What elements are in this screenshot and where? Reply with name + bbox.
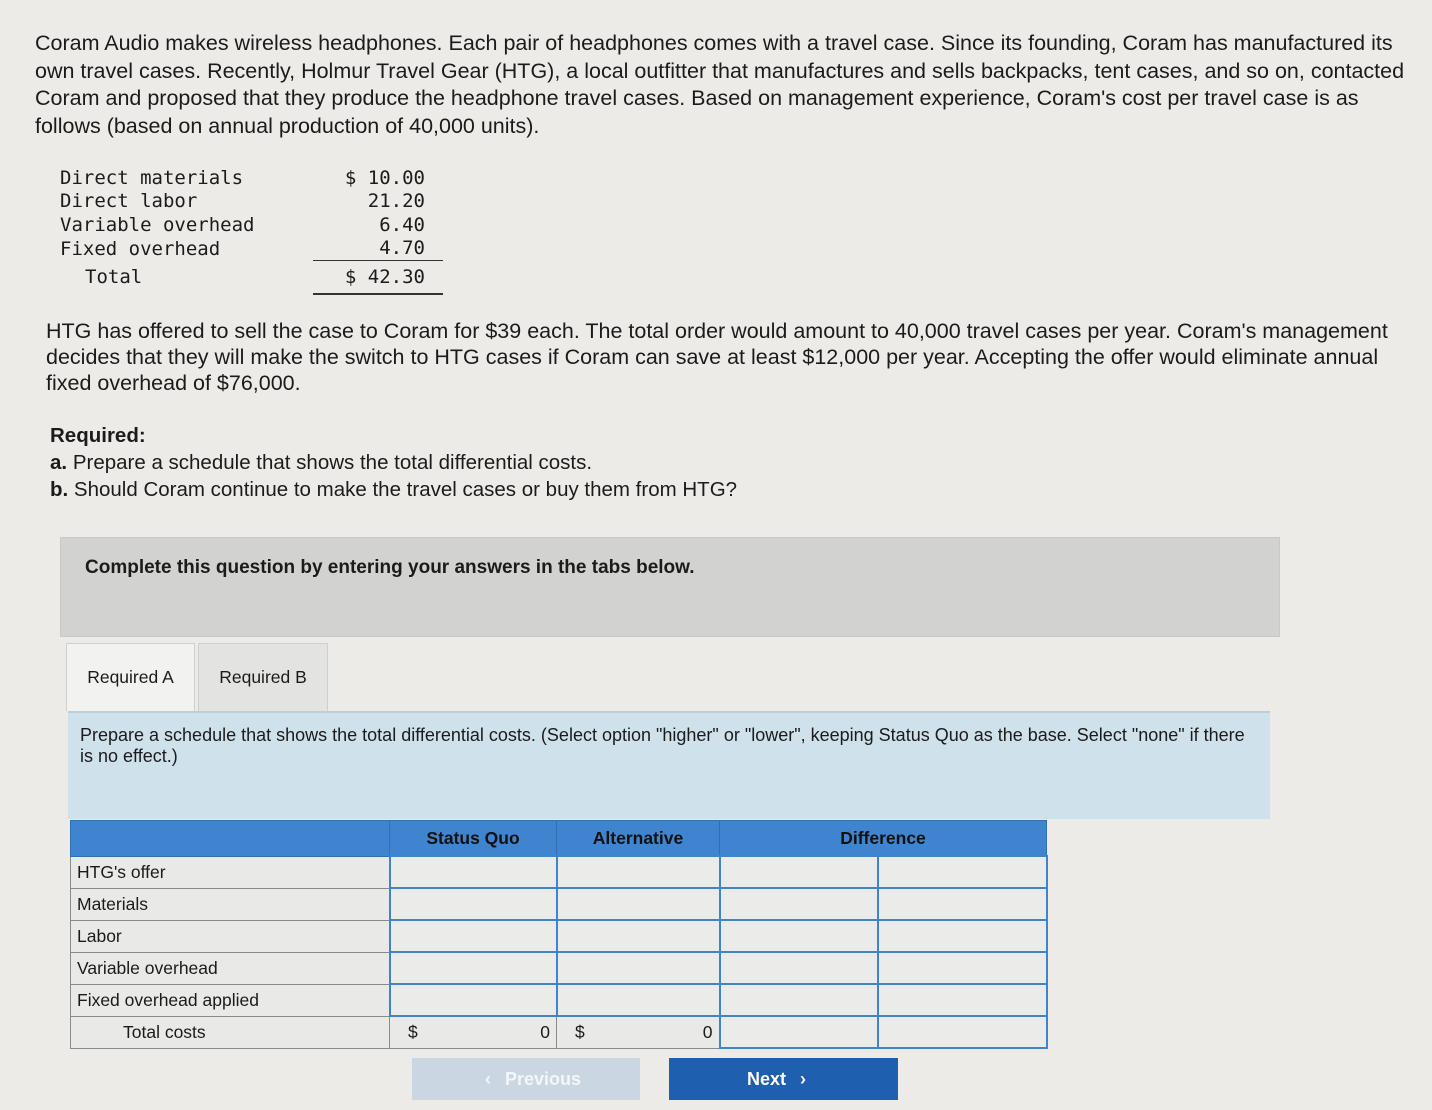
required-a: [50, 449, 737, 476]
cost-total-value: $ 42.30: [313, 261, 443, 295]
cost-value: 6.40: [379, 213, 425, 236]
next-button[interactable]: [669, 1058, 898, 1100]
row-label-materials: Materials: [71, 888, 390, 920]
difference-amount-input[interactable]: [720, 888, 878, 920]
differential-cost-schedule: [70, 820, 1048, 1049]
required-b-letter: b.: [50, 478, 69, 501]
tab-instruction-panel: [68, 711, 1270, 819]
row-label-fixed-overhead: Fixed overhead applied: [71, 984, 390, 1016]
row-label-htg-offer: HTG's offer: [71, 856, 390, 888]
tab-instruction-text: Prepare a schedule that shows the total differential costs. (Select option "higher" or "lower", keeping Status Quo as the base. Select "none" if there is no effect.): [80, 725, 1245, 766]
cost-row: [60, 190, 443, 214]
alternative-input[interactable]: [557, 888, 720, 920]
difference-select[interactable]: [878, 984, 1047, 1016]
difference-select[interactable]: [878, 856, 1047, 888]
alternative-input[interactable]: [557, 984, 720, 1016]
alternative-input[interactable]: [557, 952, 720, 984]
cost-value: 4.70: [379, 237, 425, 260]
status-quo-input[interactable]: [390, 952, 557, 984]
schedule-header-row: [71, 821, 1047, 857]
chevron-right-icon: ›: [800, 1068, 806, 1089]
cost-label: Direct materials: [60, 166, 244, 189]
table-row: [71, 856, 1047, 888]
cost-row: [60, 166, 443, 190]
difference-total-input[interactable]: [720, 1016, 878, 1048]
offer-text: HTG has offered to sell the case to Coram for $39 each. The total order would amount to 40,000 travel cases per year. Coram's management decides that they will make the switch to HTG cases if Coram can save at least $12,000 per year. Accepting the offer would eliminate annual fixed overhead of $76,000.: [46, 319, 1388, 395]
cost-row: [60, 213, 443, 237]
status-quo-input[interactable]: [390, 888, 557, 920]
cost-per-case-table: [60, 166, 443, 295]
currency-symbol: $: [575, 1022, 585, 1042]
alternative-input[interactable]: [557, 920, 720, 952]
instructions-banner-text: Complete this question by entering your answers in the tabs below.: [85, 557, 695, 578]
difference-amount-input[interactable]: [720, 920, 878, 952]
tab-required-b[interactable]: Required B: [198, 643, 328, 711]
cost-label: Direct labor: [60, 190, 198, 213]
table-row: [71, 920, 1047, 952]
header-alternative: Alternative: [557, 821, 720, 857]
status-quo-input[interactable]: [390, 920, 557, 952]
row-label-total-costs: Total costs: [71, 1016, 390, 1048]
required-b-text: Should Coram continue to make the travel cases or buy them from HTG?: [73, 478, 738, 501]
required-a-text: Prepare a schedule that shows the total differential costs.: [72, 451, 593, 474]
alternative-total: [557, 1016, 720, 1048]
previous-button[interactable]: [412, 1058, 640, 1100]
difference-select[interactable]: [878, 888, 1047, 920]
previous-button-label: Previous: [504, 1068, 582, 1089]
difference-amount-input[interactable]: [720, 856, 878, 888]
chevron-left-icon: ‹: [484, 1068, 491, 1089]
cost-label: Variable overhead: [60, 213, 255, 236]
alternative-total-value: 0: [702, 1022, 713, 1042]
currency-symbol: $: [408, 1022, 418, 1042]
required-section: [50, 422, 737, 503]
table-row: [71, 952, 1047, 984]
tab-required-a[interactable]: Required A: [66, 643, 195, 711]
row-label-labor: Labor: [71, 920, 390, 952]
difference-total-select[interactable]: [878, 1016, 1047, 1048]
table-row: [71, 888, 1047, 920]
status-quo-input[interactable]: [390, 856, 557, 888]
difference-amount-input[interactable]: [720, 952, 878, 984]
status-quo-input[interactable]: [390, 984, 557, 1016]
required-header: Required:: [50, 424, 146, 447]
status-quo-total-value: 0: [540, 1022, 550, 1042]
cost-total-row: [60, 261, 443, 295]
status-quo-total: [390, 1016, 557, 1048]
schedule-header-blank: [71, 821, 390, 857]
table-row: [71, 984, 1047, 1016]
alternative-input[interactable]: [557, 856, 720, 888]
cost-label: Fixed overhead: [60, 237, 221, 260]
cost-row: [60, 237, 443, 261]
difference-select[interactable]: [878, 920, 1047, 952]
cost-value: $ 10.00: [344, 166, 425, 189]
instructions-banner: [60, 537, 1280, 637]
next-button-label: Next: [746, 1068, 786, 1089]
row-label-variable-overhead: Variable overhead: [71, 952, 390, 984]
required-a-letter: a.: [50, 451, 68, 474]
difference-amount-input[interactable]: [720, 984, 878, 1016]
cost-value: 21.20: [367, 190, 425, 213]
difference-select[interactable]: [878, 952, 1047, 984]
cost-total-label: Total: [85, 266, 143, 289]
required-b: [50, 476, 737, 503]
problem-intro: Coram Audio makes wireless headphones. Each pair of headphones comes with a travel case. Since its founding, Coram has manufactured its own travel cases. Recently, Holmur Travel Gear (HTG), a local outfitter that manufactures and sells backpacks, tent cases, and so on, contacted Coram and proposed that they produce the headphone travel cases. Based on management experience, Coram's cost per travel case is as follows (based on annual production of 40,000 units).: [35, 31, 1405, 138]
header-status-quo: Status Quo: [390, 821, 557, 857]
header-difference: Difference: [720, 821, 1047, 857]
total-costs-row: [71, 1016, 1047, 1048]
